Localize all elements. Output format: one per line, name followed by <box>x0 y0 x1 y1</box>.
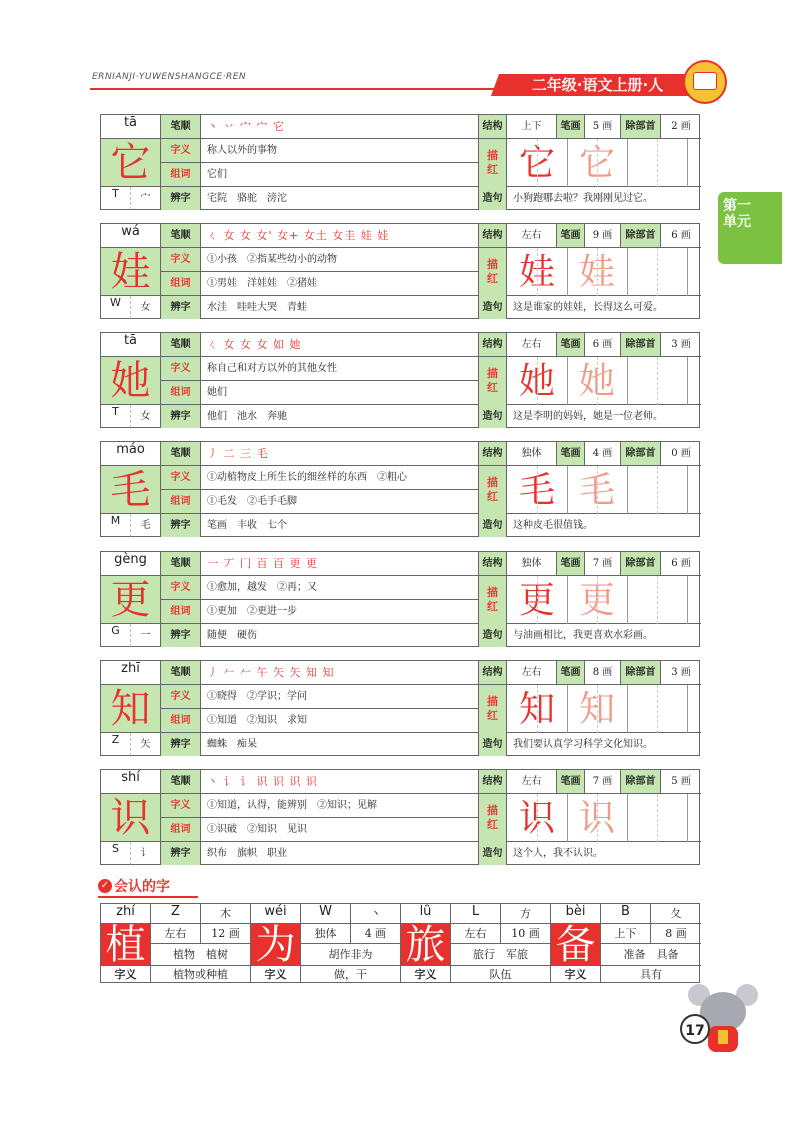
grid-line <box>657 794 658 842</box>
label-bushou: 除部首 <box>621 552 661 576</box>
meaning-text: ①愈加，越发 ②再；又 <box>201 576 479 600</box>
structure-value: 左右 <box>507 333 557 357</box>
rec-big-character: 旅 <box>401 924 451 966</box>
structure-value: 上下 <box>507 115 557 139</box>
grid-line <box>597 685 598 733</box>
grid-line <box>657 576 658 624</box>
rec-radical: 木 <box>201 904 251 924</box>
rec-meaning: 植物或种植 <box>151 966 251 983</box>
big-character: 更 <box>101 576 161 624</box>
grid-line <box>537 248 538 296</box>
similar-chars: 宅院 骆驼 滂沱 <box>201 187 479 210</box>
big-character: 娃 <box>101 248 161 296</box>
words-text: ①识破 ②知识 见识 <box>201 818 479 842</box>
grid-line <box>657 248 658 296</box>
character-card <box>100 660 700 756</box>
label-zaoju: 造句 <box>479 733 507 756</box>
trace-char-2: 毛 <box>578 470 615 511</box>
big-character: 它 <box>101 139 161 187</box>
similar-chars: 笔画 丰收 七个 <box>201 514 479 537</box>
recognize-table <box>100 903 700 983</box>
grid-line <box>687 248 688 296</box>
trace-char-2: 它 <box>578 143 615 184</box>
grid-line <box>627 248 628 296</box>
label-bushou: 除部首 <box>621 333 661 357</box>
stroke-count: 6 画 <box>585 333 621 357</box>
character-card <box>100 223 700 319</box>
label-zaoju: 造句 <box>479 624 507 647</box>
rec-letter: L <box>451 904 501 924</box>
label-bianzi: 辨字 <box>161 514 201 537</box>
rec-meaning: 做，干 <box>301 966 401 983</box>
label-bihua: 笔画 <box>557 333 585 357</box>
label-bianzi: 辨字 <box>161 187 201 210</box>
stroke-count: 5 画 <box>585 115 621 139</box>
trace-char-2: 更 <box>578 580 615 621</box>
stroke-count: 7 画 <box>585 552 621 576</box>
structure-value: 左右 <box>507 770 557 794</box>
grid-line <box>687 466 688 514</box>
label-ziyi: 字义 <box>161 139 201 163</box>
letter-cell: G <box>101 624 131 647</box>
rec-pinyin: bèi <box>551 904 601 924</box>
stroke-order: 丶 丷 宀 宀 它 <box>201 115 479 139</box>
stroke-order: 丿 二 三 毛 <box>201 442 479 466</box>
similar-chars: 他们 池水 奔驰 <box>201 405 479 428</box>
header-subtitle: ERNIANJI·YUWENSHANGCE·REN <box>92 72 247 82</box>
words-text: ①知道 ②知识 求知 <box>201 709 479 733</box>
label-jiegou: 结构 <box>479 115 507 139</box>
rec-pinyin: zhí <box>101 904 151 924</box>
character-card <box>100 332 700 428</box>
trace-char-1: 毛 <box>518 470 555 511</box>
similar-chars: 随便 硬伤 <box>201 624 479 647</box>
pinyin-cell: gèng <box>101 552 161 576</box>
label-bianzi: 辨字 <box>161 296 201 319</box>
pinyin-cell: wá <box>101 224 161 248</box>
pinyin-cell: zhī <box>101 661 161 685</box>
grid-line <box>537 357 538 405</box>
label-bushou: 除部首 <box>621 442 661 466</box>
trace-char-1: 知 <box>518 689 555 730</box>
character-card <box>100 441 700 537</box>
radical-cell: 矢 <box>131 733 161 756</box>
grid-line <box>657 357 658 405</box>
label-zaoju: 造句 <box>479 405 507 428</box>
label-bihua: 笔画 <box>557 115 585 139</box>
radical-cell: 宀 <box>131 187 161 210</box>
pinyin-cell: tā <box>101 115 161 139</box>
rec-radical: 夂 <box>651 904 701 924</box>
radical-cell: 毛 <box>131 514 161 537</box>
structure-value: 左右 <box>507 661 557 685</box>
label-bihua: 笔画 <box>557 224 585 248</box>
rec-label-ziyi: 字义 <box>101 966 151 983</box>
label-ziyi: 字义 <box>161 685 201 709</box>
meaning-text: ①晓得 ②学识；学问 <box>201 685 479 709</box>
trace-char-2: 她 <box>578 361 615 402</box>
label-bishun: 笔顺 <box>161 115 201 139</box>
rest-count: 6 画 <box>661 224 701 248</box>
rest-count: 3 画 <box>661 333 701 357</box>
label-jiegou: 结构 <box>479 224 507 248</box>
grid-line <box>597 794 598 842</box>
big-character: 她 <box>101 357 161 405</box>
grid-line <box>597 357 598 405</box>
character-card <box>100 114 700 210</box>
grid-line <box>627 685 628 733</box>
grid-line <box>567 248 568 296</box>
grid-line <box>687 685 688 733</box>
grid-line <box>657 466 658 514</box>
label-bihua: 笔画 <box>557 442 585 466</box>
grid-line <box>627 576 628 624</box>
label-zuci: 组词 <box>161 709 201 733</box>
meaning-text: ①知道，认得，能辨别 ②知识；见解 <box>201 794 479 818</box>
label-bianzi: 辨字 <box>161 842 201 865</box>
label-miaohong: 描红 <box>479 685 507 733</box>
grid-line <box>537 139 538 187</box>
label-bushou: 除部首 <box>621 224 661 248</box>
trace-char-2: 识 <box>578 798 615 839</box>
pinyin-cell: tā <box>101 333 161 357</box>
stroke-count: 7 画 <box>585 770 621 794</box>
label-jiegou: 结构 <box>479 552 507 576</box>
grid-line <box>687 357 688 405</box>
rec-radical: 方 <box>501 904 551 924</box>
label-miaohong: 描红 <box>479 248 507 296</box>
rec-strokes: 12 画 <box>201 924 251 944</box>
label-bihua: 笔画 <box>557 661 585 685</box>
letter-cell: W <box>101 296 131 319</box>
label-ziyi: 字义 <box>161 576 201 600</box>
rec-label-ziyi: 字义 <box>251 966 301 983</box>
rec-label-ziyi: 字义 <box>401 966 451 983</box>
label-ziyi: 字义 <box>161 794 201 818</box>
label-zaoju: 造句 <box>479 514 507 537</box>
label-zuci: 组词 <box>161 272 201 296</box>
example-sentence: 这个人，我不认识。 <box>513 848 603 859</box>
grid-line <box>537 466 538 514</box>
stroke-count: 9 画 <box>585 224 621 248</box>
radical-cell: 讠 <box>131 842 161 865</box>
label-bishun: 笔顺 <box>161 552 201 576</box>
letter-cell: M <box>101 514 131 537</box>
grid-line <box>597 466 598 514</box>
grid-line <box>657 139 658 187</box>
label-bushou: 除部首 <box>621 770 661 794</box>
rec-structure: 独体 <box>301 924 351 944</box>
grid-line <box>687 576 688 624</box>
grid-line <box>537 576 538 624</box>
similar-chars: 水洼 哇哇大哭 青蛙 <box>201 296 479 319</box>
radical-cell: 一 <box>131 624 161 647</box>
grid-line <box>657 685 658 733</box>
stroke-count: 8 画 <box>585 661 621 685</box>
character-card <box>100 769 700 865</box>
trace-char-2: 知 <box>578 689 615 730</box>
rest-count: 6 画 <box>661 552 701 576</box>
letter-cell: T <box>101 405 131 428</box>
grid-line <box>597 248 598 296</box>
label-jiegou: 结构 <box>479 333 507 357</box>
meaning-text: ①小孩 ②指某些幼小的动物 <box>201 248 479 272</box>
rec-radical: 丶 <box>351 904 401 924</box>
label-bihua: 笔画 <box>557 770 585 794</box>
meaning-text: 称人以外的事物 <box>201 139 479 163</box>
label-bishun: 笔顺 <box>161 770 201 794</box>
structure-value: 独体 <box>507 442 557 466</box>
label-zaoju: 造句 <box>479 187 507 210</box>
rec-pinyin: wéi <box>251 904 301 924</box>
grid-line <box>627 794 628 842</box>
label-zaoju: 造句 <box>479 296 507 319</box>
rec-words: 胡作非为 <box>301 944 401 966</box>
label-jiegou: 结构 <box>479 661 507 685</box>
rec-meaning: 队伍 <box>451 966 551 983</box>
trace-char-1: 识 <box>518 798 555 839</box>
words-text: ①更加 ②更进一步 <box>201 600 479 624</box>
rec-pinyin: lǚ <box>401 904 451 924</box>
label-jiegou: 结构 <box>479 770 507 794</box>
section-rule <box>98 896 198 898</box>
label-bianzi: 辨字 <box>161 624 201 647</box>
words-text: 它们 <box>201 163 479 187</box>
rest-count: 2 画 <box>661 115 701 139</box>
trace-char-1: 更 <box>518 580 555 621</box>
label-bishun: 笔顺 <box>161 224 201 248</box>
rest-count: 3 画 <box>661 661 701 685</box>
trace-char-1: 她 <box>518 361 555 402</box>
mascot-tie <box>718 1030 728 1044</box>
trace-char-1: 它 <box>518 143 555 184</box>
pinyin-cell: máo <box>101 442 161 466</box>
structure-value: 左右 <box>507 224 557 248</box>
book-logo-inner <box>693 72 717 90</box>
example-sentence: 我们要认真学习科学文化知识。 <box>513 739 653 750</box>
grid-line <box>567 357 568 405</box>
big-character: 知 <box>101 685 161 733</box>
rest-count: 0 画 <box>661 442 701 466</box>
header-title: 二年级·语文上册·人 <box>531 76 664 94</box>
big-character: 识 <box>101 794 161 842</box>
label-miaohong: 描红 <box>479 794 507 842</box>
grid-line <box>627 466 628 514</box>
letter-cell: T <box>101 187 131 210</box>
label-bianzi: 辨字 <box>161 405 201 428</box>
example-sentence: 小狗跑哪去啦？我刚刚见过它。 <box>513 193 653 204</box>
label-miaohong: 描红 <box>479 576 507 624</box>
label-bishun: 笔顺 <box>161 442 201 466</box>
letter-cell: Z <box>101 733 131 756</box>
stroke-order: 丶 讠 讠 识 识 识 识 <box>201 770 479 794</box>
rec-big-character: 植 <box>101 924 151 966</box>
rec-structure: 左右 <box>451 924 501 944</box>
example-sentence: 这是谁家的娃娃，长得这么可爱。 <box>513 302 663 313</box>
grid-line <box>537 685 538 733</box>
label-zuci: 组词 <box>161 490 201 514</box>
stroke-order: 一 丆 冂 百 百 更 更 <box>201 552 479 576</box>
similar-chars: 蜘蛛 痴呆 <box>201 733 479 756</box>
rec-meaning: 具有 <box>640 968 662 981</box>
rec-words: 旅行 军旅 <box>451 944 551 966</box>
rec-strokes: 10 画 <box>501 924 551 944</box>
rec-letter: B <box>601 904 651 924</box>
character-card <box>100 551 700 647</box>
letter-cell: S <box>101 842 131 865</box>
label-bushou: 除部首 <box>621 115 661 139</box>
grid-line <box>567 794 568 842</box>
label-bihua: 笔画 <box>557 552 585 576</box>
rest-count: 5 画 <box>661 770 701 794</box>
similar-chars: 织布 旗帜 职业 <box>201 842 479 865</box>
rec-big-character: 为 <box>251 924 301 966</box>
stroke-order: 丿 𠂉 𠂉 午 矢 矢 知 知 <box>201 661 479 685</box>
grid-line <box>627 357 628 405</box>
big-character: 毛 <box>101 466 161 514</box>
meaning-text: ①动植物皮上所生长的细丝样的东西 ②粗心 <box>201 466 479 490</box>
grid-line <box>567 139 568 187</box>
label-miaohong: 描红 <box>479 466 507 514</box>
label-zuci: 组词 <box>161 163 201 187</box>
radical-cell: 女 <box>131 405 161 428</box>
label-bishun: 笔顺 <box>161 333 201 357</box>
stroke-count: 4 画 <box>585 442 621 466</box>
trace-char-1: 娃 <box>518 252 555 293</box>
label-miaohong: 描红 <box>479 139 507 187</box>
rec-big-character: 备 <box>551 924 601 966</box>
grid-line <box>687 794 688 842</box>
label-ziyi: 字义 <box>161 466 201 490</box>
rec-structure: 上下 <box>601 924 651 944</box>
meaning-text: 称自己和对方以外的其他女性 <box>201 357 479 381</box>
label-zuci: 组词 <box>161 600 201 624</box>
check-icon: ✓ <box>98 879 112 893</box>
label-ziyi: 字义 <box>161 248 201 272</box>
rec-letter: W <box>301 904 351 924</box>
label-zuci: 组词 <box>161 381 201 405</box>
grid-line <box>627 139 628 187</box>
grid-line <box>687 139 688 187</box>
structure-value: 独体 <box>507 552 557 576</box>
example-sentence: 与油画相比，我更喜欢水彩画。 <box>513 630 653 641</box>
label-jiegou: 结构 <box>479 442 507 466</box>
grid-line <box>597 139 598 187</box>
label-bushou: 除部首 <box>621 661 661 685</box>
radical-cell: 女 <box>131 296 161 319</box>
rec-strokes: 4 画 <box>351 924 401 944</box>
unit-side-tab-label: 第一单元 <box>723 198 751 230</box>
rec-letter: Z <box>151 904 201 924</box>
words-text: ①毛发 ②毛手毛脚 <box>201 490 479 514</box>
grid-line <box>597 576 598 624</box>
rec-strokes: 8 画 <box>651 924 701 944</box>
label-zaoju: 造句 <box>479 842 507 865</box>
rec-structure: 左右 <box>151 924 201 944</box>
label-ziyi: 字义 <box>161 357 201 381</box>
example-sentence: 这是李明的妈妈，她是一位老师。 <box>513 411 663 422</box>
section-title: 会认的字 <box>114 879 170 895</box>
words-text: ①男娃 洋娃娃 ②猪娃 <box>201 272 479 296</box>
stroke-order: ㄑ 女 女 女 如 她 <box>201 333 479 357</box>
pinyin-cell: shí <box>101 770 161 794</box>
rec-words: 准备 具备 <box>601 944 701 966</box>
label-bianzi: 辨字 <box>161 733 201 756</box>
label-bishun: 笔顺 <box>161 661 201 685</box>
words-text: 她们 <box>201 381 479 405</box>
grid-line <box>567 685 568 733</box>
label-miaohong: 描红 <box>479 357 507 405</box>
grid-line <box>567 576 568 624</box>
grid-line <box>567 466 568 514</box>
trace-char-2: 娃 <box>578 252 615 293</box>
stroke-order: ㄑ 女 女 女' 女+ 女土 女圭 娃 娃 <box>201 224 479 248</box>
rec-label-ziyi: 字义 <box>551 966 601 983</box>
page-number: 17 <box>680 1014 710 1044</box>
grid-line <box>537 794 538 842</box>
rec-words: 植物 植树 <box>151 944 251 966</box>
example-sentence: 这种皮毛很值钱。 <box>513 520 593 531</box>
label-zuci: 组词 <box>161 818 201 842</box>
